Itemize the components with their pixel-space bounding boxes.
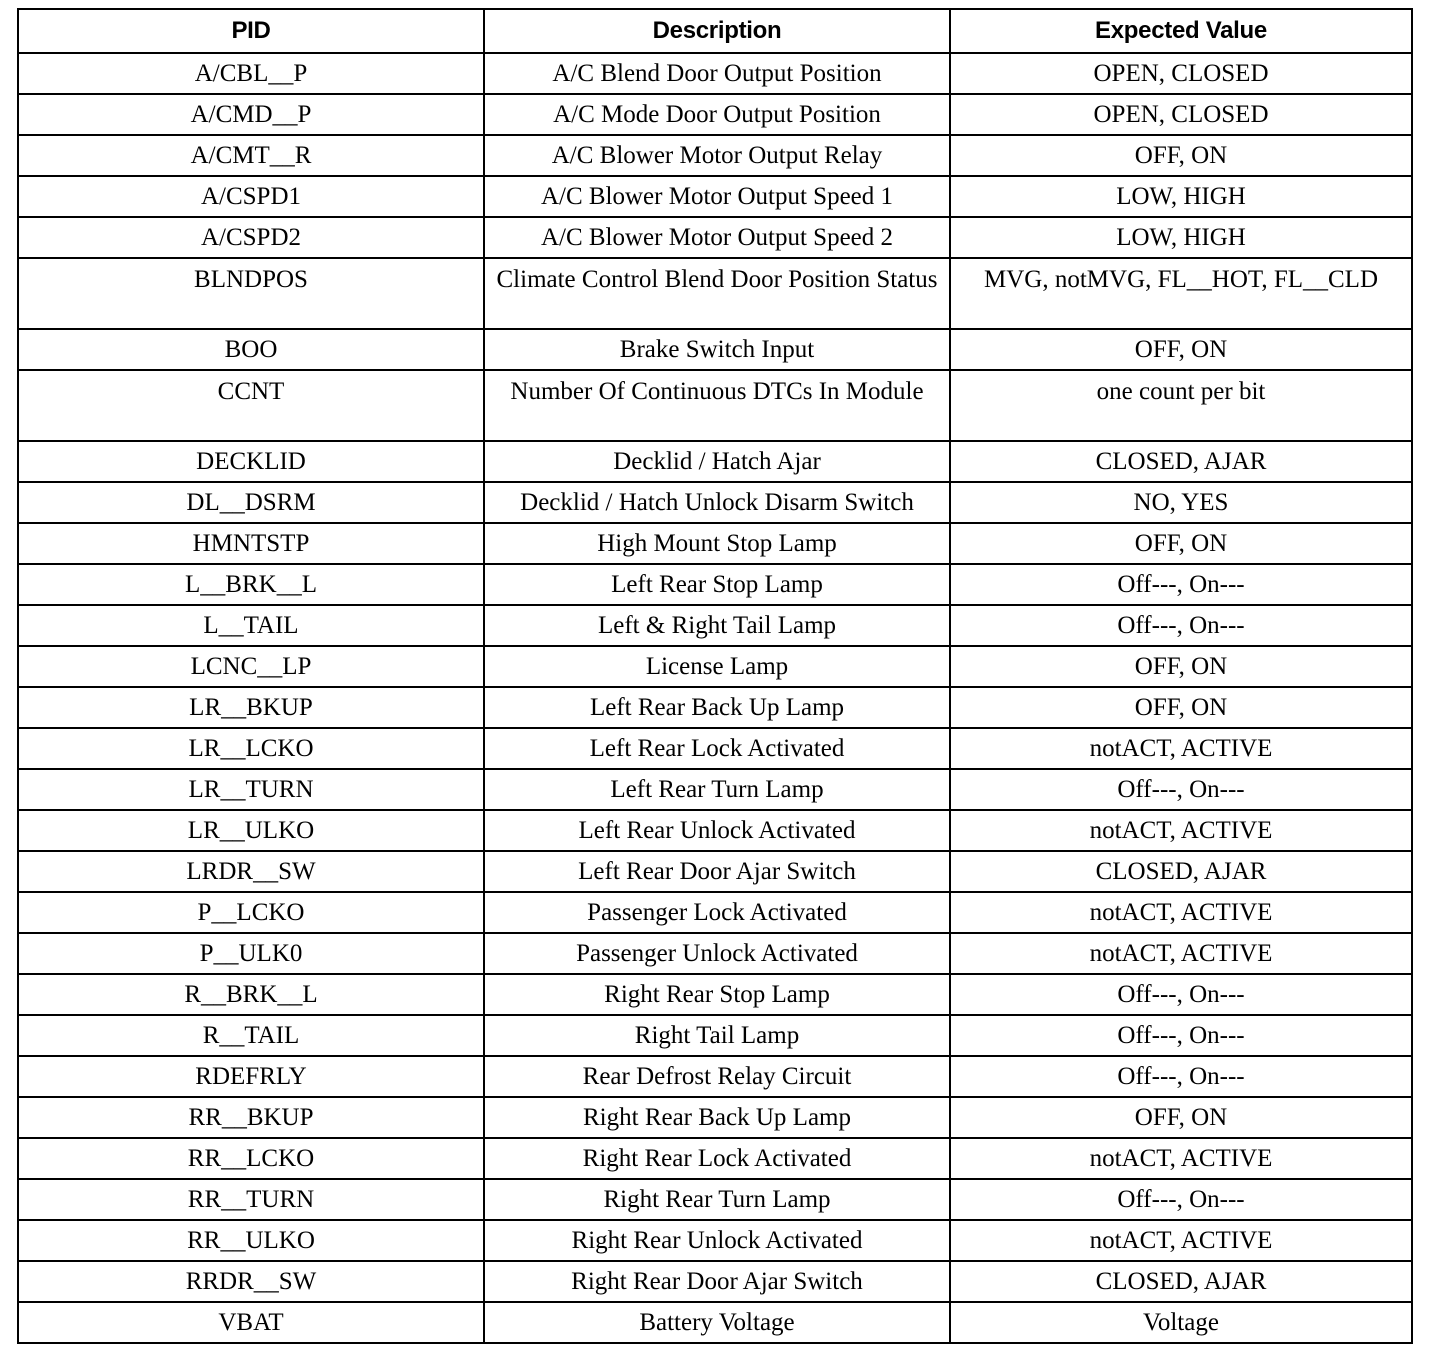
- description-cell: Battery Voltage: [484, 1302, 950, 1343]
- table-row: [18, 217, 1412, 258]
- description-cell: Passenger Unlock Activated: [484, 933, 950, 974]
- table-row: [18, 851, 1412, 892]
- expected-value-cell: OFF, ON: [950, 135, 1412, 176]
- table-row: [18, 810, 1412, 851]
- description-cell: Climate Control Blend Door Position Status: [484, 258, 950, 329]
- table-row: [18, 1261, 1412, 1302]
- expected-value-cell: OFF, ON: [950, 329, 1412, 370]
- pid-cell: RR__TURN: [18, 1179, 484, 1220]
- table-row: [18, 258, 1412, 329]
- pid-cell: R__BRK__L: [18, 974, 484, 1015]
- description-cell: Decklid / Hatch Unlock Disarm Switch: [484, 482, 950, 523]
- column-header-description: Description: [484, 9, 950, 53]
- expected-value-cell: Off---, On---: [950, 1015, 1412, 1056]
- pid-cell: A/CMT__R: [18, 135, 484, 176]
- pid-cell: VBAT: [18, 1302, 484, 1343]
- table-row: [18, 1302, 1412, 1343]
- table-row: [18, 933, 1412, 974]
- pid-cell: LR__TURN: [18, 769, 484, 810]
- description-cell: A/C Blower Motor Output Speed 2: [484, 217, 950, 258]
- table-row: [18, 1097, 1412, 1138]
- table-row: [18, 176, 1412, 217]
- description-cell: Left Rear Stop Lamp: [484, 564, 950, 605]
- expected-value-cell: OFF, ON: [950, 523, 1412, 564]
- description-cell: Left & Right Tail Lamp: [484, 605, 950, 646]
- expected-value-cell: notACT, ACTIVE: [950, 892, 1412, 933]
- expected-value-cell: notACT, ACTIVE: [950, 1220, 1412, 1261]
- table-row: [18, 564, 1412, 605]
- expected-value-cell: Off---, On---: [950, 1179, 1412, 1220]
- column-header-pid: PID: [18, 9, 484, 53]
- description-cell: Left Rear Turn Lamp: [484, 769, 950, 810]
- pid-cell: RR__LCKO: [18, 1138, 484, 1179]
- table-row: [18, 687, 1412, 728]
- pid-cell: P__ULK0: [18, 933, 484, 974]
- table-row: [18, 1056, 1412, 1097]
- description-cell: Brake Switch Input: [484, 329, 950, 370]
- expected-value-cell: CLOSED, AJAR: [950, 1261, 1412, 1302]
- table-row: [18, 1220, 1412, 1261]
- expected-value-cell: LOW, HIGH: [950, 217, 1412, 258]
- expected-value-cell: Voltage: [950, 1302, 1412, 1343]
- table-row: [18, 329, 1412, 370]
- expected-value-cell: OFF, ON: [950, 1097, 1412, 1138]
- table-row: [18, 482, 1412, 523]
- pid-cell: DECKLID: [18, 441, 484, 482]
- expected-value-cell: Off---, On---: [950, 605, 1412, 646]
- expected-value-cell: notACT, ACTIVE: [950, 810, 1412, 851]
- pid-cell: L__TAIL: [18, 605, 484, 646]
- table-row: [18, 370, 1412, 441]
- table-row: [18, 605, 1412, 646]
- pid-cell: A/CSPD2: [18, 217, 484, 258]
- expected-value-cell: MVG, notMVG, FL__HOT, FL__CLD: [950, 258, 1412, 329]
- table-row: [18, 974, 1412, 1015]
- table-row: [18, 53, 1412, 94]
- description-cell: Right Rear Stop Lamp: [484, 974, 950, 1015]
- pid-cell: RDEFRLY: [18, 1056, 484, 1097]
- pid-cell: P__LCKO: [18, 892, 484, 933]
- pid-cell: A/CBL__P: [18, 53, 484, 94]
- description-cell: Right Tail Lamp: [484, 1015, 950, 1056]
- description-cell: Left Rear Unlock Activated: [484, 810, 950, 851]
- header-row: [18, 9, 1412, 53]
- description-cell: Left Rear Back Up Lamp: [484, 687, 950, 728]
- table-row: [18, 769, 1412, 810]
- pid-cell: LR__LCKO: [18, 728, 484, 769]
- table-row: [18, 1138, 1412, 1179]
- expected-value-cell: CLOSED, AJAR: [950, 851, 1412, 892]
- pid-cell: DL__DSRM: [18, 482, 484, 523]
- column-header-expected-value: Expected Value: [950, 9, 1412, 53]
- description-cell: Passenger Lock Activated: [484, 892, 950, 933]
- expected-value-cell: Off---, On---: [950, 1056, 1412, 1097]
- table-row: [18, 892, 1412, 933]
- description-cell: Rear Defrost Relay Circuit: [484, 1056, 950, 1097]
- pid-cell: LRDR__SW: [18, 851, 484, 892]
- table-row: [18, 523, 1412, 564]
- table-row: [18, 94, 1412, 135]
- table-row: [18, 441, 1412, 482]
- description-cell: Right Rear Unlock Activated: [484, 1220, 950, 1261]
- pid-cell: RR__BKUP: [18, 1097, 484, 1138]
- pid-table: [17, 8, 1413, 1344]
- pid-cell: BLNDPOS: [18, 258, 484, 329]
- table-header: [18, 9, 1412, 53]
- pid-cell: HMNTSTP: [18, 523, 484, 564]
- expected-value-cell: CLOSED, AJAR: [950, 441, 1412, 482]
- pid-cell: R__TAIL: [18, 1015, 484, 1056]
- table-row: [18, 646, 1412, 687]
- description-cell: Left Rear Lock Activated: [484, 728, 950, 769]
- pid-cell: A/CMD__P: [18, 94, 484, 135]
- expected-value-cell: notACT, ACTIVE: [950, 933, 1412, 974]
- expected-value-cell: OFF, ON: [950, 687, 1412, 728]
- expected-value-cell: LOW, HIGH: [950, 176, 1412, 217]
- expected-value-cell: notACT, ACTIVE: [950, 1138, 1412, 1179]
- description-cell: A/C Blower Motor Output Relay: [484, 135, 950, 176]
- table-body: [18, 53, 1412, 1343]
- table-row: [18, 728, 1412, 769]
- table-row: [18, 1179, 1412, 1220]
- pid-cell: RRDR__SW: [18, 1261, 484, 1302]
- pid-cell: BOO: [18, 329, 484, 370]
- table-row: [18, 135, 1412, 176]
- description-cell: License Lamp: [484, 646, 950, 687]
- expected-value-cell: Off---, On---: [950, 564, 1412, 605]
- description-cell: Left Rear Door Ajar Switch: [484, 851, 950, 892]
- expected-value-cell: OFF, ON: [950, 646, 1412, 687]
- pid-cell: LCNC__LP: [18, 646, 484, 687]
- expected-value-cell: Off---, On---: [950, 769, 1412, 810]
- description-cell: Decklid / Hatch Ajar: [484, 441, 950, 482]
- description-cell: A/C Blend Door Output Position: [484, 53, 950, 94]
- expected-value-cell: notACT, ACTIVE: [950, 728, 1412, 769]
- description-cell: Right Rear Lock Activated: [484, 1138, 950, 1179]
- table-row: [18, 1015, 1412, 1056]
- pid-cell: RR__ULKO: [18, 1220, 484, 1261]
- pid-cell: LR__BKUP: [18, 687, 484, 728]
- description-cell: High Mount Stop Lamp: [484, 523, 950, 564]
- expected-value-cell: Off---, On---: [950, 974, 1412, 1015]
- expected-value-cell: one count per bit: [950, 370, 1412, 441]
- expected-value-cell: OPEN, CLOSED: [950, 94, 1412, 135]
- description-cell: Right Rear Turn Lamp: [484, 1179, 950, 1220]
- expected-value-cell: OPEN, CLOSED: [950, 53, 1412, 94]
- description-cell: Right Rear Door Ajar Switch: [484, 1261, 950, 1302]
- description-cell: Number Of Continuous DTCs In Module: [484, 370, 950, 441]
- pid-cell: A/CSPD1: [18, 176, 484, 217]
- description-cell: Right Rear Back Up Lamp: [484, 1097, 950, 1138]
- pid-cell: LR__ULKO: [18, 810, 484, 851]
- description-cell: A/C Mode Door Output Position: [484, 94, 950, 135]
- description-cell: A/C Blower Motor Output Speed 1: [484, 176, 950, 217]
- expected-value-cell: NO, YES: [950, 482, 1412, 523]
- pid-cell: L__BRK__L: [18, 564, 484, 605]
- pid-cell: CCNT: [18, 370, 484, 441]
